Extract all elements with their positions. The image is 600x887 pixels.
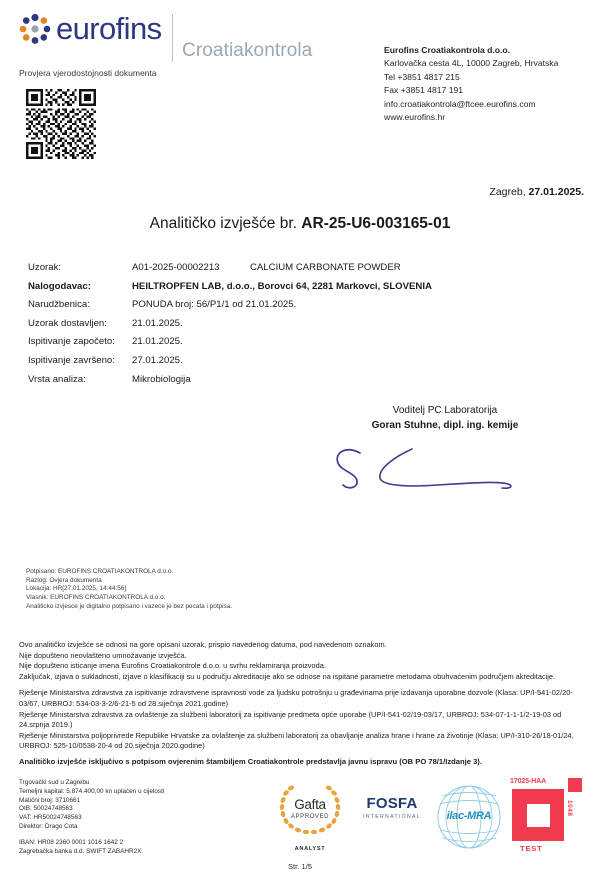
detail-row-uzorak-dostavljen [28, 315, 573, 334]
detail-value [132, 259, 573, 278]
contact-company-name: Eurofins Croatiakontrola d.o.o. [384, 45, 511, 55]
detail-label: Ispitivanje započeto: [28, 336, 115, 348]
ilac-mra-text: ilac-MRA [446, 810, 492, 822]
issue-date: 27.01.2025. [528, 186, 584, 198]
document-verification-qr-code[interactable] [26, 89, 96, 159]
page-number: Str. 1/5 [287, 862, 313, 871]
detail-row-vrsta-analiza [28, 371, 573, 390]
legal-paragraph-3: Nije dopušteno isticanje imena Eurofins Croatiakontrole d.o.o. u svrhu reklamiranja proizvoda. [19, 661, 326, 671]
haa-17025-test-logo [510, 778, 590, 864]
contact-address: Karlovačka cesta 4L, 10000 Zagreb, Hrvatska [384, 58, 559, 69]
haa-square-icon [512, 789, 564, 841]
haa-square-inner [527, 804, 550, 827]
detail-value: 27.01.2025. [132, 354, 183, 366]
detail-label: Ispitivanje završeno: [28, 354, 115, 366]
sample-details-list [28, 259, 573, 389]
footer-iban: IBAN: HR08 2360 0001 1016 1642 2 [19, 838, 124, 846]
digital-signature-info [26, 568, 232, 612]
detail-label: Uzorak dostavljen: [28, 317, 107, 329]
page-title [0, 215, 600, 233]
handwritten-signature-icon [300, 435, 590, 495]
contact-fax: Fax +3851 4817 191 [384, 85, 464, 96]
fosfa-international-logo [354, 796, 430, 820]
dsig-signed-by: Potpisano: EUROFINS CROATIAKONTROLA d.o.o. [26, 568, 174, 575]
detail-value: PONUDA broj: 56/P1/1 od 21.01.2025. [132, 299, 297, 311]
place-and-date [489, 186, 584, 198]
contact-website[interactable]: www.eurofins.hr [384, 112, 446, 123]
logo-divider [172, 14, 173, 62]
legal-paragraph-2: Nije dopušteno neovlašteno umnožavanje izvješća. [19, 650, 187, 660]
footer-director: Direktor: Drago Cota [19, 822, 78, 830]
dsig-location: Lokacija: HR[27.01.2025, 14:44:56] [26, 585, 127, 593]
legal-paragraph-1: Ovo analitičko izvješće se odnosi na gore opisani uzorak, prispio navedenog datuma, pod navedenom oznakom. [19, 640, 387, 649]
ilac-mra-logo [436, 784, 502, 850]
legal-paragraph-5: Rješenje Ministarstva zdravstva za ispitivanje zdravstvene ispravnosti vode za ljudsku potrošnju u građevinama prije izdavanja uporabne dozvole (Klasa: UP/I-541-02/20-03/67, URBROJ: 534-03-3-2/6-21-5 od 28.siječnja 2021.godine) [19, 688, 573, 708]
footer-oib: OIB: 50024748563 [19, 805, 73, 813]
report-title-prefix: Analitičko izvješće br. [149, 215, 302, 232]
company-registration-details [19, 779, 164, 856]
footer-capital: Temeljni kapital: 5.874.400,00 kn uplaćen u cijelosti [19, 787, 165, 795]
eurofins-dots-icon [18, 12, 52, 46]
eurofins-wordmark: eurofins [56, 11, 162, 46]
fosfa-name-text: FOSFA [366, 795, 418, 812]
gafta-wreath-icon [275, 780, 345, 838]
fosfa-name [354, 796, 430, 812]
document-header [0, 0, 600, 175]
accreditation-badges [272, 778, 592, 864]
detail-label: Nalogodavac: [28, 280, 91, 292]
haa-accreditation-number: 1048 [566, 800, 573, 817]
detail-label: Vrsta analiza: [28, 373, 86, 385]
dsig-reason: Razlog: Ovjera dokumenta [26, 576, 102, 584]
contact-email[interactable]: info.croatiakontrola@ftcee.eurofins.com [384, 98, 536, 109]
dsig-owner: Vlasnik: EUROFINS CROATIAKONTROLA d.o.o. [26, 593, 166, 601]
detail-row-narudzbenica [28, 296, 573, 315]
legal-paragraph-7: Rješenje Ministarstva poljoprivrede Republike Hrvatske za ovlaštenje za službeni laboratorij za obavljanje analiza hrane i hrane za životinje (Klasa: UP/I-310-26/18-01/24, URBROJ: 525-10/0538-20-4 od 20.siječnja 2020.godine) [19, 730, 574, 751]
haa-test-label: TEST [520, 844, 543, 853]
eurofins-logo [18, 12, 162, 46]
detail-value: HEILTROPFEN LAB, d.o.o., Borovci 64, 2281 Markovci, SLOVENIA [132, 280, 432, 292]
detail-row-ispitivanje-zavrseno [28, 352, 573, 371]
footer-bank: Zagrebačka banka d.d. SWIFT ZABAHR2X [19, 847, 142, 855]
detail-label: Uzorak: [28, 262, 62, 273]
gafta-approved-analyst-logo [272, 780, 348, 862]
detail-value: 21.01.2025. [132, 336, 183, 348]
detail-row-nalogodavac [28, 278, 573, 297]
legal-paragraph-6: Rješenje Ministarstva zdravstva za ovlaštenje za službeni laboratorij za ispitivanje predmeta opće uporabe (UP/I-541-02/19-03/17, URBROJ: 534-07-1-1-1/2-19-03 od 24.srpnja 2019.) [19, 709, 562, 730]
haa-standard-label: 17025-HAA [510, 778, 547, 785]
detail-row-ispitivanje-zapoceto [28, 333, 573, 352]
sample-description: CALCIUM CARBONATE POWDER [250, 262, 401, 273]
detail-label: Narudžbenica: [28, 299, 90, 311]
legal-paragraph-4: Zaključak, izjava o sukladnosti, izjave o klasifikaciji su u području akreditacije ako se odnose na ispitane parametre metodama obuhvaćenim područjem akreditacije. [19, 671, 556, 681]
legal-public-document-note: Analitičko izvješće isključivo s potpisom ovjerenim štambiljem Croatiakontrole predstavlja javnu ispravu (OB PO 78/1/Izdanje 3). [19, 756, 482, 766]
gafta-name: Gafta [294, 797, 326, 812]
legal-notices [19, 640, 585, 768]
detail-value: 21.01.2025. [132, 317, 183, 329]
report-number: AR-25-U6-003165-01 [301, 215, 451, 232]
signatory-role: Voditelj PC Laboratorija [392, 405, 498, 416]
gafta-approved-label: APPROVED [290, 814, 330, 820]
gafta-analyst-label: ANALYST [294, 846, 326, 852]
contact-tel: Tel +3851 4817 215 [384, 71, 460, 82]
dsig-note: Analiticko izvjesce je digitalno potpisano i vazece je bez pecata i potpisa. [26, 603, 233, 611]
detail-row-uzorak [28, 259, 573, 278]
company-contact-block [384, 44, 558, 124]
signature-block [300, 403, 590, 495]
signatory-name: Goran Stuhne, dipl. ing. kemije [371, 420, 519, 431]
croatiakontrola-subbrand: Croatiakontrola [182, 40, 313, 61]
footer-registration-number: Matični broj: 3710661 [19, 796, 81, 804]
detail-value: Mikrobiologija [132, 373, 191, 385]
verify-document-label: Provjera vjerodostojnosti dokumenta [19, 68, 157, 78]
sample-code: A01-2025-00002213 [132, 262, 220, 273]
place-label: Zagreb, [489, 186, 529, 198]
footer-court: Trgovački sud u Zagrebu [19, 779, 90, 786]
fosfa-subtitle: INTERNATIONAL [362, 814, 422, 820]
haa-corner-square-icon [568, 778, 582, 792]
footer-vat: VAT: HR50024748563 [19, 814, 82, 822]
